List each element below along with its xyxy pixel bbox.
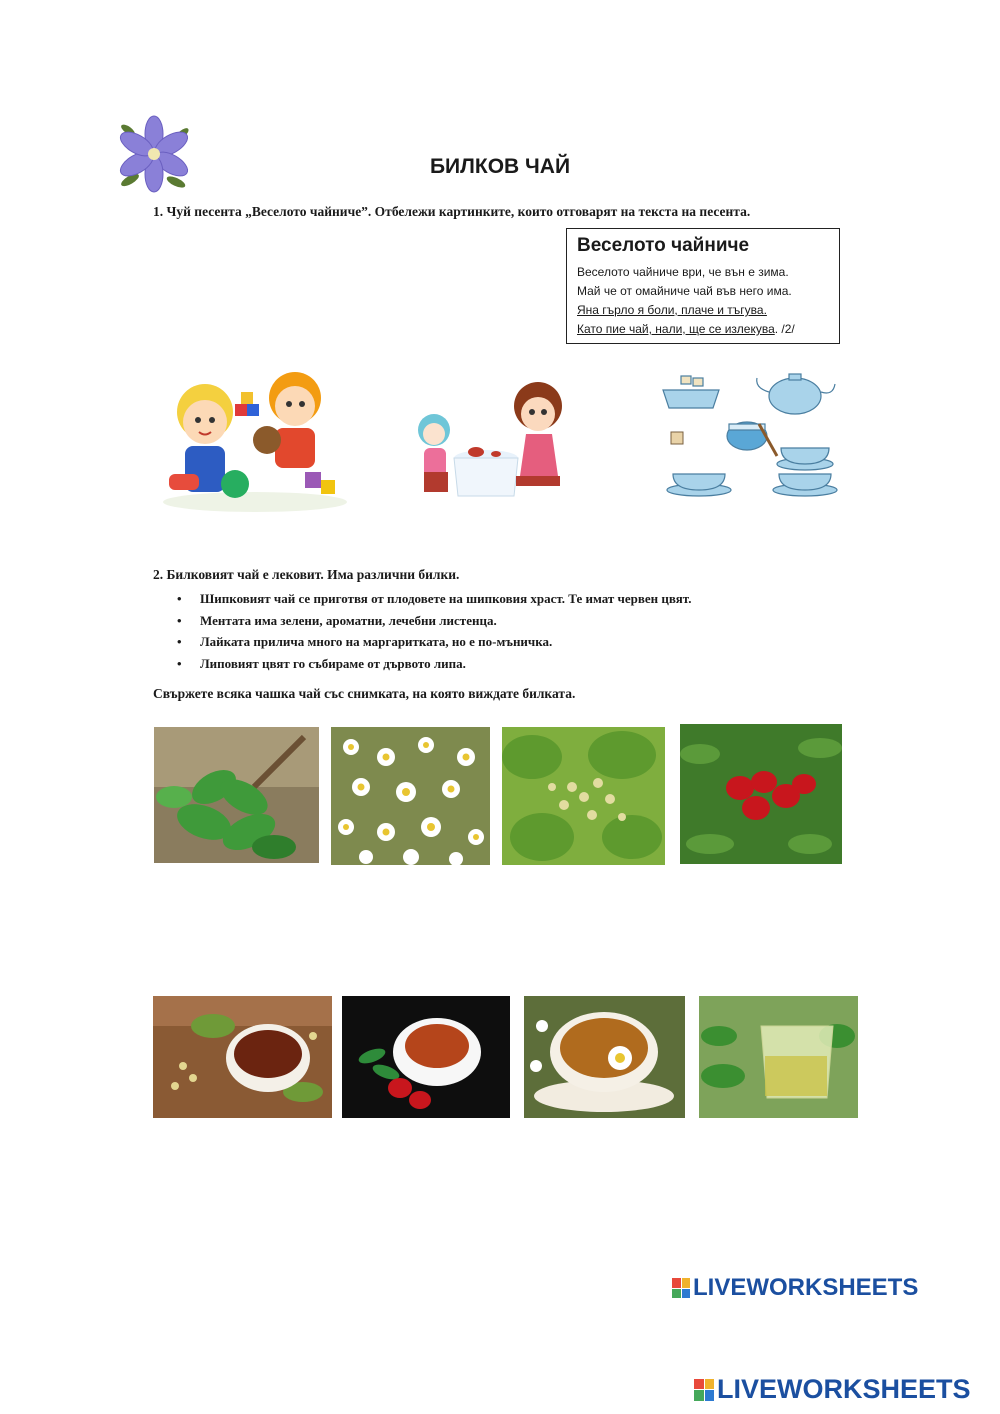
children-toys-picture[interactable] (155, 362, 355, 514)
question-2: 2. Билковият чай е лековит. Има различни билки. (153, 567, 460, 582)
list-item: • Лайката прилича много на маргаритката, но е по-мъничка. (177, 631, 691, 653)
question-1: 1. Чуй песента „Веселото чайниче”. Отбележи картинките, които отговарят на текста на песента. (153, 204, 751, 219)
song-line: Яна гърло я боли, плаче и тъгува. (577, 303, 767, 317)
mint-tea-photo[interactable] (699, 996, 858, 1118)
linden-photo[interactable] (502, 727, 665, 865)
liveworksheets-logo: LIVEWORKSHEETS (672, 1274, 918, 1302)
herb-facts-list (177, 588, 691, 674)
rosehip-photo[interactable] (680, 724, 842, 864)
chamomile-tea-photo[interactable] (524, 996, 685, 1118)
chamomile-photo[interactable] (331, 727, 490, 865)
song-title: Веселото чайниче (577, 235, 750, 256)
list-item: • Ментата има зелени, ароматни, лечебни листенца. (177, 610, 691, 632)
list-item: • Липовият цвят го събираме от дървото липа. (177, 653, 691, 675)
question-3: Свържете всяка чашка чай със снимката, на която виждате билката. (153, 686, 576, 701)
song-line: Веселото чайниче ври, че вън е зима. (577, 265, 789, 279)
mint-photo[interactable] (154, 727, 319, 863)
song-line: Като пие чай, нали, ще се излекува. /2/ (577, 322, 795, 336)
list-item: • Шипковият чай се приготвя от плодовете на шипковия храст. Те имат червен цвят. (177, 588, 691, 610)
liveworksheets-logo: LIVEWORKSHEETS (694, 1374, 971, 1405)
tea-party-picture[interactable] (412, 372, 562, 504)
tea-set-picture[interactable] (655, 370, 840, 510)
song-line: Май че от омайниче чай във него има. (577, 284, 792, 298)
rosehip-tea-photo[interactable] (342, 996, 510, 1118)
liveworksheets-icon (672, 1278, 690, 1298)
song-box (566, 228, 840, 344)
liveworksheets-icon (694, 1379, 714, 1401)
linden-tea-photo[interactable] (153, 996, 332, 1118)
page-title: БИЛКОВ ЧАЙ (429, 155, 571, 178)
repeat-mark: . /2/ (774, 322, 795, 336)
